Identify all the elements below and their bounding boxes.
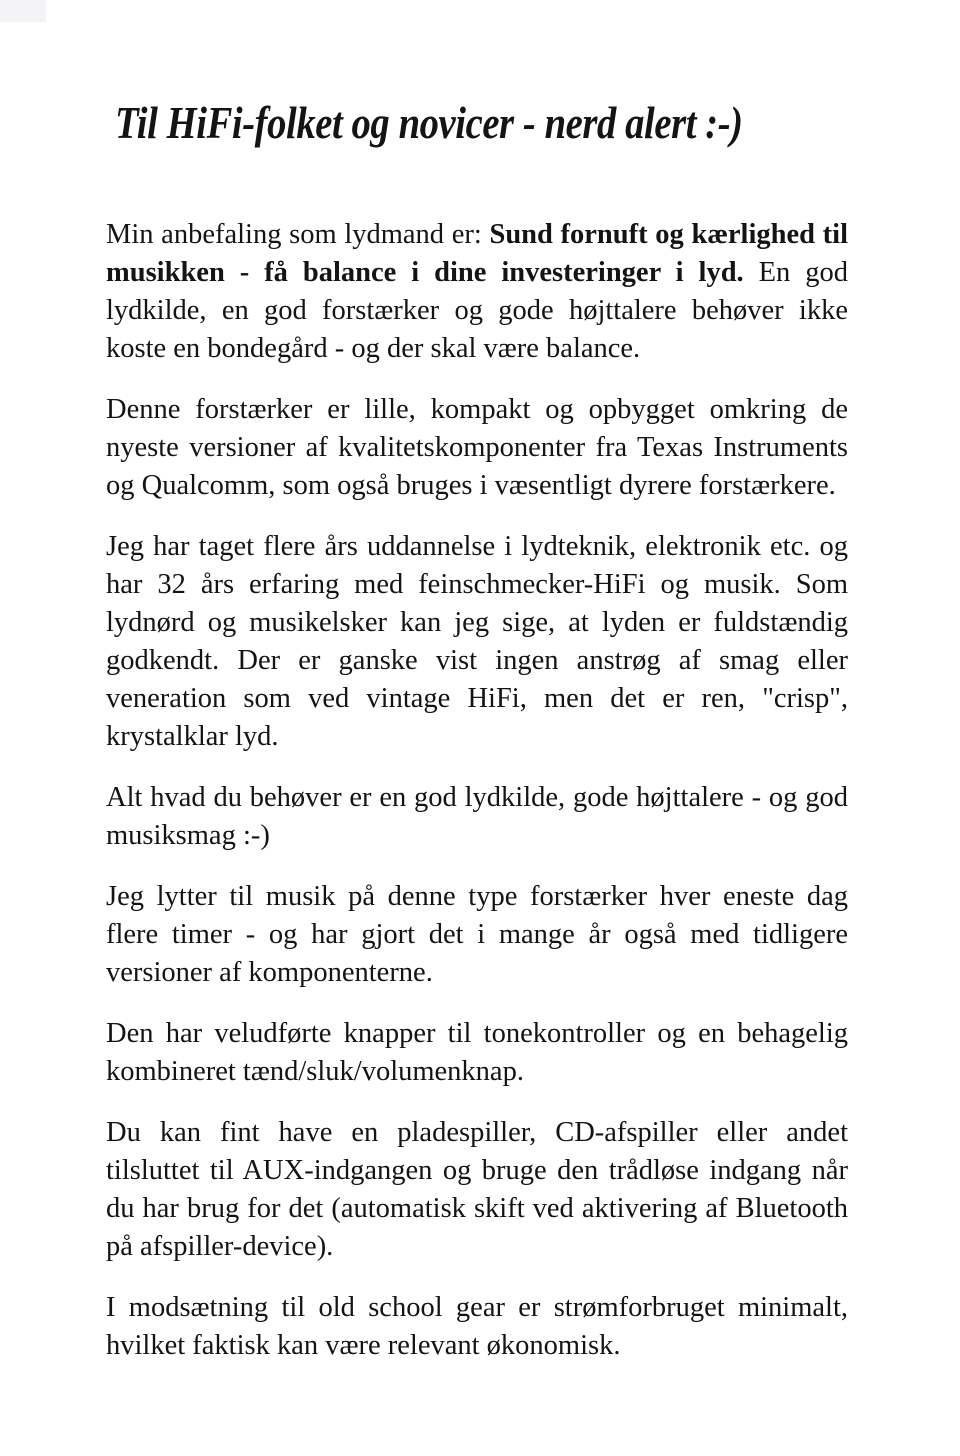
body-text (106, 216, 848, 1365)
text-run: Den har veludførte knapper til tonekontroller og en behagelig kombineret tænd/sluk/volumenknap. (106, 1018, 848, 1088)
title-row (115, 96, 848, 150)
paragraph (106, 216, 848, 368)
paragraph (106, 528, 848, 756)
scan-artifact (0, 0, 46, 22)
text-run: Alt hvad du behøver er en god lydkilde, gode højttalere - og god musiksmag :-) (106, 782, 848, 852)
paragraph (106, 1015, 848, 1091)
text-run: Jeg lytter til musik på denne type forstærker hver eneste dag flere timer - og har gjort det i mange år også med tidligere versioner af komponenterne. (106, 881, 848, 989)
text-run: Du kan fint have en pladespiller, CD-afspiller eller andet tilsluttet til AUX-indgangen og bruge den trådløse indgang når du har brug for det (automatisk skift ved aktivering af Bluetooth på afspiller-device). (106, 1117, 848, 1263)
text-run: En god lydkilde, en god forstærker og gode højttalere behøver ikke koste en bondegård - og der skal være balance. (106, 257, 848, 365)
paragraph (106, 779, 848, 855)
page-title: Til HiFi-folket og novicer - nerd alert :-) (115, 97, 743, 148)
paragraph (106, 1289, 848, 1365)
text-run: Denne forstærker er lille, kompakt og opbygget omkring de nyeste versioner af kvalitetskomponenter fra Texas Instruments og Qualcomm, som også bruges i væsentligt dyrere forstærkere. (106, 394, 848, 502)
paragraph (106, 878, 848, 992)
text-run: Min anbefaling som lydmand er: (106, 219, 490, 251)
text-run: Jeg har taget flere års uddannelse i lydteknik, elektronik etc. og har 32 års erfaring med feinschmecker-HiFi og musik. Som lydnørd og musikelsker kan jeg sige, at lyden er fuldstændig godkendt. Der er ganske vist ingen anstrøg af smag eller veneration som ved vintage HiFi, men det er ren, "crisp", krystalklar lyd. (106, 531, 848, 753)
text-run: I modsætning til old school gear er strømforbruget minimalt, hvilket faktisk kan være relevant økonomisk. (106, 1292, 848, 1362)
bold-text-run: Sund fornuft og kærlighed til musikken - få balance i dine investeringer i lyd. (106, 219, 848, 289)
paragraph (106, 1114, 848, 1266)
paragraph (106, 391, 848, 505)
